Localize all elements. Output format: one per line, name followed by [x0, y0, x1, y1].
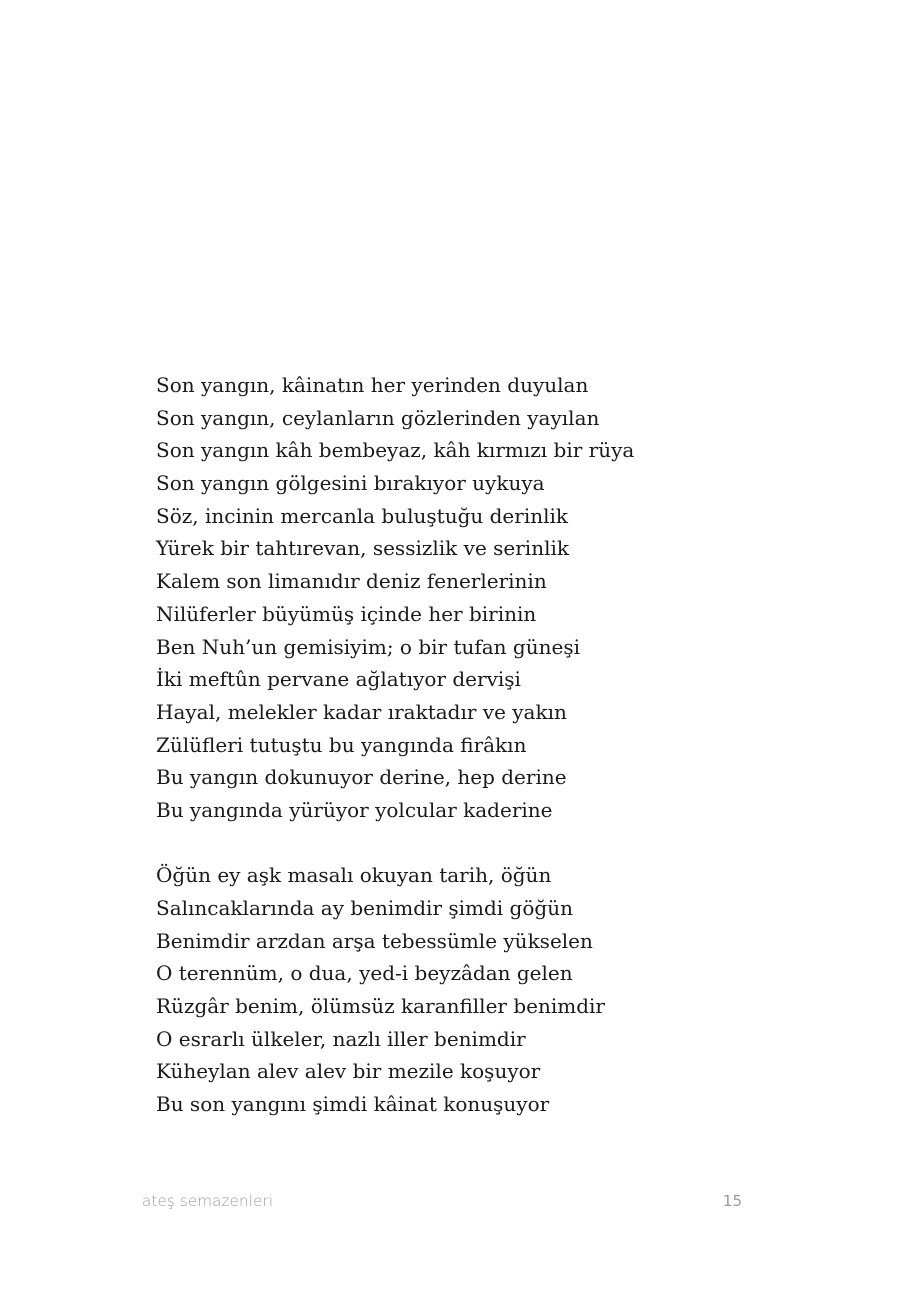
- poem-line: Kalem son limanıdır deniz fenerlerinin: [156, 569, 547, 594]
- poem-line: O terennüm, o dua, yed-i beyzâdan gelen: [156, 961, 573, 986]
- poem-line: Nilüferler büyümüş içinde her birinin: [156, 601, 537, 626]
- poem-line: Benimdir arzdan arşa tebessümle yükselen: [156, 928, 593, 953]
- footer-book-title: ateş semazenleri: [142, 1192, 274, 1210]
- poem-line: Söz, incinin mercanla buluştuğu derinlik: [156, 503, 569, 528]
- poem-line: Hayal, melekler kadar ıraktadır ve yakın: [156, 699, 567, 724]
- poem-line: Öğün ey aşk masalı okuyan tarih, öğün: [156, 863, 552, 888]
- poem-line: O esrarlı ülkeler, nazlı iller benimdir: [156, 1026, 526, 1051]
- poem-line: İki meftûn pervane ağlatıyor dervişi: [156, 667, 521, 692]
- poem-line: Zülüfleri tutuştu bu yangında firâkın: [156, 732, 527, 757]
- poem-line: Bu son yangını şimdi kâinat konuşuyor: [156, 1092, 550, 1117]
- poem-line: Bu yangın dokunuyor derine, hep derine: [156, 765, 567, 790]
- poem-line: Yürek bir tahtırevan, sessizlik ve serinlik: [156, 536, 569, 561]
- poem-body: [156, 369, 756, 1121]
- poem-line: Ben Nuh’un gemisiyim; o bir tufan güneşi: [156, 634, 580, 659]
- page-number: 15: [722, 1192, 742, 1210]
- poem-line: Son yangın, ceylanların gözlerinden yayılan: [156, 405, 600, 430]
- poem-line: Son yangın, kâinatın her yerinden duyulan: [156, 373, 589, 397]
- stanza-1: [156, 369, 756, 827]
- stanza-2: [156, 859, 756, 1121]
- poem-line: Küheylan alev alev bir mezile koşuyor: [156, 1059, 541, 1084]
- poem-line: Bu yangında yürüyor yolcular kaderine: [156, 797, 553, 822]
- poem-line: Son yangın gölgesini bırakıyor uykuya: [156, 471, 545, 496]
- poem-line: Son yangın kâh bembeyaz, kâh kırmızı bir rüya: [156, 438, 635, 463]
- poem-line: Rüzgâr benim, ölümsüz karanfiller benimdir: [156, 994, 605, 1019]
- poem-line: Salıncaklarında ay benimdir şimdi göğün: [156, 896, 573, 920]
